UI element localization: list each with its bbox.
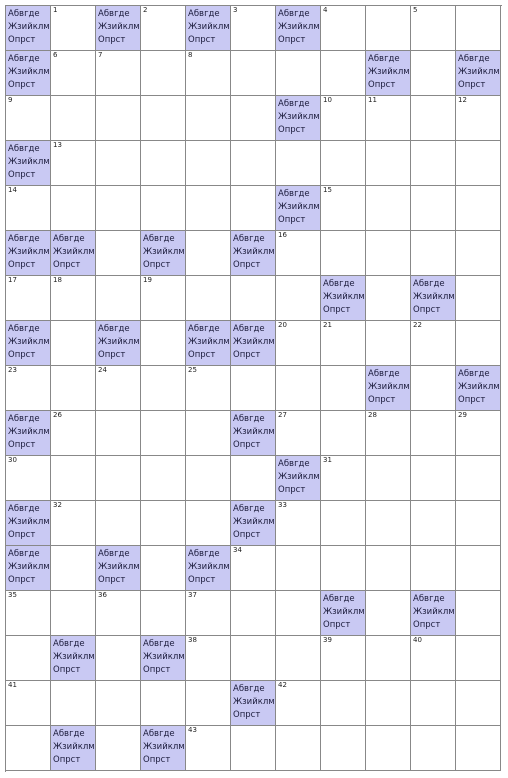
answer-cell[interactable] bbox=[141, 546, 186, 591]
answer-cell[interactable] bbox=[96, 456, 141, 501]
cell-number: 6 bbox=[53, 51, 58, 59]
clue-cell bbox=[51, 636, 96, 681]
answer-cell[interactable] bbox=[456, 681, 501, 726]
answer-cell[interactable] bbox=[321, 411, 366, 456]
answer-cell[interactable] bbox=[186, 51, 231, 96]
answer-cell[interactable] bbox=[6, 186, 51, 231]
clue-text: Абвгде Жзийклм Опрст bbox=[8, 234, 50, 270]
answer-cell[interactable] bbox=[276, 501, 321, 546]
cell-number: 35 bbox=[8, 591, 17, 599]
answer-cell[interactable] bbox=[456, 321, 501, 366]
answer-cell[interactable] bbox=[96, 186, 141, 231]
answer-cell[interactable] bbox=[411, 501, 456, 546]
cell-number: 17 bbox=[8, 276, 17, 284]
answer-cell[interactable] bbox=[276, 636, 321, 681]
answer-cell[interactable] bbox=[321, 186, 366, 231]
clue-text: Абвгде Жзийклм Опрст bbox=[188, 9, 230, 45]
answer-cell[interactable] bbox=[186, 276, 231, 321]
answer-cell[interactable] bbox=[456, 6, 501, 51]
answer-cell[interactable] bbox=[456, 231, 501, 276]
answer-cell[interactable] bbox=[411, 411, 456, 456]
clue-text: Абвгде Жзийклм Опрст bbox=[143, 729, 185, 765]
clue-cell bbox=[96, 321, 141, 366]
answer-cell[interactable] bbox=[321, 501, 366, 546]
answer-cell[interactable] bbox=[6, 591, 51, 636]
clue-cell bbox=[6, 411, 51, 456]
cell-number: 26 bbox=[53, 411, 62, 419]
answer-cell[interactable] bbox=[366, 546, 411, 591]
answer-cell[interactable] bbox=[276, 366, 321, 411]
answer-cell[interactable] bbox=[456, 141, 501, 186]
answer-cell[interactable] bbox=[321, 636, 366, 681]
clue-cell bbox=[231, 411, 276, 456]
answer-cell[interactable] bbox=[96, 591, 141, 636]
answer-cell[interactable] bbox=[276, 681, 321, 726]
answer-cell[interactable] bbox=[6, 726, 51, 771]
answer-cell[interactable] bbox=[231, 546, 276, 591]
answer-cell[interactable] bbox=[411, 636, 456, 681]
answer-cell[interactable] bbox=[141, 141, 186, 186]
clue-cell bbox=[141, 231, 186, 276]
answer-cell[interactable] bbox=[366, 726, 411, 771]
answer-cell[interactable] bbox=[186, 501, 231, 546]
answer-cell[interactable] bbox=[366, 276, 411, 321]
answer-cell[interactable] bbox=[366, 6, 411, 51]
clue-text: Абвгде Жзийклм Опрст bbox=[233, 414, 275, 450]
answer-cell[interactable] bbox=[6, 366, 51, 411]
clue-text: Абвгде Жзийклм Опрст bbox=[233, 234, 275, 270]
clue-cell bbox=[96, 6, 141, 51]
clue-text: Абвгде Жзийклм Опрст bbox=[98, 549, 140, 585]
answer-cell[interactable] bbox=[366, 501, 411, 546]
answer-cell[interactable] bbox=[51, 456, 96, 501]
clue-text: Абвгде Жзийклм Опрст bbox=[188, 324, 230, 360]
answer-cell[interactable] bbox=[96, 96, 141, 141]
answer-cell[interactable] bbox=[51, 411, 96, 456]
answer-cell[interactable] bbox=[231, 186, 276, 231]
clue-text: Абвгде Жзийклм Опрст bbox=[278, 459, 320, 495]
answer-cell[interactable] bbox=[51, 141, 96, 186]
clue-cell bbox=[456, 366, 501, 411]
cell-number: 3 bbox=[233, 6, 238, 14]
answer-cell[interactable] bbox=[6, 456, 51, 501]
answer-cell[interactable] bbox=[141, 501, 186, 546]
answer-cell[interactable] bbox=[51, 96, 96, 141]
clue-cell bbox=[6, 321, 51, 366]
answer-cell[interactable] bbox=[96, 366, 141, 411]
cell-number: 12 bbox=[458, 96, 467, 104]
cell-number: 40 bbox=[413, 636, 422, 644]
answer-cell[interactable] bbox=[411, 546, 456, 591]
answer-cell[interactable] bbox=[186, 186, 231, 231]
answer-cell[interactable] bbox=[6, 681, 51, 726]
clue-text: Абвгде Жзийклм Опрст bbox=[98, 324, 140, 360]
clue-text: Абвгде Жзийклм Опрст bbox=[8, 144, 50, 180]
clue-cell bbox=[141, 726, 186, 771]
clue-text: Абвгде Жзийклм Опрст bbox=[368, 54, 410, 90]
cell-number: 15 bbox=[323, 186, 332, 194]
answer-cell[interactable] bbox=[141, 591, 186, 636]
answer-cell[interactable] bbox=[276, 321, 321, 366]
cell-number: 34 bbox=[233, 546, 242, 554]
answer-cell[interactable] bbox=[51, 186, 96, 231]
cell-number: 24 bbox=[98, 366, 107, 374]
clue-text: Абвгде Жзийклм Опрст bbox=[53, 234, 95, 270]
answer-cell[interactable] bbox=[51, 51, 96, 96]
answer-cell[interactable] bbox=[96, 726, 141, 771]
answer-cell[interactable] bbox=[411, 6, 456, 51]
clue-cell bbox=[6, 141, 51, 186]
answer-cell[interactable] bbox=[366, 186, 411, 231]
answer-cell[interactable] bbox=[276, 411, 321, 456]
cell-number: 10 bbox=[323, 96, 332, 104]
answer-cell[interactable] bbox=[321, 51, 366, 96]
clue-cell bbox=[366, 366, 411, 411]
cell-number: 4 bbox=[323, 6, 328, 14]
answer-cell[interactable] bbox=[6, 276, 51, 321]
answer-cell[interactable] bbox=[366, 411, 411, 456]
clue-text: Абвгде Жзийклм Опрст bbox=[8, 54, 50, 90]
answer-cell[interactable] bbox=[321, 321, 366, 366]
answer-cell[interactable] bbox=[51, 6, 96, 51]
cell-number: 25 bbox=[188, 366, 197, 374]
clue-cell bbox=[276, 96, 321, 141]
cell-number: 20 bbox=[278, 321, 287, 329]
clue-text: Абвгде Жзийклм Опрст bbox=[53, 639, 95, 675]
cell-number: 9 bbox=[8, 96, 13, 104]
answer-cell[interactable] bbox=[186, 726, 231, 771]
clue-text: Абвгде Жзийклм Опрст bbox=[8, 9, 50, 45]
answer-cell[interactable] bbox=[456, 96, 501, 141]
cell-number: 37 bbox=[188, 591, 197, 599]
answer-cell[interactable] bbox=[231, 276, 276, 321]
answer-cell[interactable] bbox=[411, 726, 456, 771]
answer-cell[interactable] bbox=[456, 636, 501, 681]
clue-cell bbox=[51, 231, 96, 276]
clue-text: Абвгде Жзийклм Опрст bbox=[233, 324, 275, 360]
answer-cell[interactable] bbox=[96, 411, 141, 456]
clue-text: Абвгде Жзийклм Опрст bbox=[278, 9, 320, 45]
cell-number: 41 bbox=[8, 681, 17, 689]
clue-cell bbox=[231, 231, 276, 276]
clue-text: Абвгде Жзийклм Опрст bbox=[278, 99, 320, 135]
answer-cell[interactable] bbox=[321, 546, 366, 591]
cell-number: 19 bbox=[143, 276, 152, 284]
answer-cell[interactable] bbox=[321, 96, 366, 141]
answer-cell[interactable] bbox=[231, 6, 276, 51]
answer-cell[interactable] bbox=[231, 141, 276, 186]
clue-cell bbox=[321, 276, 366, 321]
clue-cell bbox=[6, 231, 51, 276]
clue-cell bbox=[231, 501, 276, 546]
cell-number: 36 bbox=[98, 591, 107, 599]
answer-cell[interactable] bbox=[411, 456, 456, 501]
clue-text: Абвгде Жзийклм Опрст bbox=[143, 234, 185, 270]
answer-cell[interactable] bbox=[141, 96, 186, 141]
cell-number: 13 bbox=[53, 141, 62, 149]
answer-cell[interactable] bbox=[186, 681, 231, 726]
answer-cell[interactable] bbox=[321, 366, 366, 411]
answer-cell[interactable] bbox=[186, 411, 231, 456]
answer-cell[interactable] bbox=[366, 96, 411, 141]
clue-cell bbox=[411, 591, 456, 636]
cell-number: 23 bbox=[8, 366, 17, 374]
answer-cell[interactable] bbox=[141, 456, 186, 501]
answer-cell[interactable] bbox=[231, 456, 276, 501]
answer-cell[interactable] bbox=[321, 681, 366, 726]
answer-cell[interactable] bbox=[51, 366, 96, 411]
clue-text: Абвгде Жзийклм Опрст bbox=[233, 684, 275, 720]
answer-cell[interactable] bbox=[456, 456, 501, 501]
clue-text: Абвгде Жзийклм Опрст bbox=[458, 54, 500, 90]
answer-cell[interactable] bbox=[141, 321, 186, 366]
clue-text: Абвгде Жзийклм Опрст bbox=[8, 504, 50, 540]
clue-cell bbox=[231, 321, 276, 366]
cell-number: 8 bbox=[188, 51, 193, 59]
answer-cell[interactable] bbox=[96, 636, 141, 681]
cell-number: 31 bbox=[323, 456, 332, 464]
answer-cell[interactable] bbox=[321, 456, 366, 501]
cell-number: 2 bbox=[143, 6, 148, 14]
clue-cell bbox=[321, 591, 366, 636]
answer-cell[interactable] bbox=[276, 726, 321, 771]
answer-cell[interactable] bbox=[96, 276, 141, 321]
clue-cell bbox=[276, 456, 321, 501]
clue-text: Абвгде Жзийклм Опрст bbox=[53, 729, 95, 765]
clue-text: Абвгде Жзийклм Опрст bbox=[323, 594, 365, 630]
answer-cell[interactable] bbox=[276, 231, 321, 276]
answer-cell[interactable] bbox=[366, 591, 411, 636]
clue-text: Абвгде Жзийклм Опрст bbox=[98, 9, 140, 45]
cell-number: 16 bbox=[278, 231, 287, 239]
clue-cell bbox=[456, 51, 501, 96]
answer-cell[interactable] bbox=[456, 276, 501, 321]
cell-number: 22 bbox=[413, 321, 422, 329]
answer-cell[interactable] bbox=[96, 681, 141, 726]
answer-cell[interactable] bbox=[141, 411, 186, 456]
answer-cell[interactable] bbox=[231, 51, 276, 96]
answer-cell[interactable] bbox=[456, 591, 501, 636]
answer-cell[interactable] bbox=[411, 96, 456, 141]
answer-cell[interactable] bbox=[51, 546, 96, 591]
clue-cell bbox=[6, 546, 51, 591]
answer-cell[interactable] bbox=[186, 141, 231, 186]
answer-cell[interactable] bbox=[456, 546, 501, 591]
answer-cell[interactable] bbox=[231, 726, 276, 771]
answer-cell[interactable] bbox=[366, 321, 411, 366]
cell-number: 11 bbox=[368, 96, 377, 104]
answer-cell[interactable] bbox=[186, 636, 231, 681]
answer-cell[interactable] bbox=[96, 501, 141, 546]
cell-number: 7 bbox=[98, 51, 103, 59]
clue-text: Абвгде Жзийклм Опрст bbox=[413, 279, 455, 315]
answer-cell[interactable] bbox=[411, 141, 456, 186]
answer-cell[interactable] bbox=[186, 456, 231, 501]
answer-cell[interactable] bbox=[141, 6, 186, 51]
answer-cell[interactable] bbox=[141, 366, 186, 411]
answer-cell[interactable] bbox=[186, 96, 231, 141]
answer-cell[interactable] bbox=[96, 51, 141, 96]
answer-cell[interactable] bbox=[411, 321, 456, 366]
cell-number: 32 bbox=[53, 501, 62, 509]
answer-cell[interactable] bbox=[186, 366, 231, 411]
answer-cell[interactable] bbox=[321, 231, 366, 276]
cell-number: 5 bbox=[413, 6, 418, 14]
clue-cell bbox=[186, 321, 231, 366]
answer-cell[interactable] bbox=[276, 591, 321, 636]
answer-cell[interactable] bbox=[366, 636, 411, 681]
answer-cell[interactable] bbox=[96, 231, 141, 276]
cell-number: 33 bbox=[278, 501, 287, 509]
crossword-grid bbox=[5, 5, 502, 772]
answer-cell[interactable] bbox=[456, 726, 501, 771]
answer-cell[interactable] bbox=[51, 501, 96, 546]
answer-cell[interactable] bbox=[51, 681, 96, 726]
answer-cell[interactable] bbox=[276, 141, 321, 186]
cell-number: 14 bbox=[8, 186, 17, 194]
answer-cell[interactable] bbox=[366, 141, 411, 186]
cell-number: 29 bbox=[458, 411, 467, 419]
answer-cell[interactable] bbox=[456, 501, 501, 546]
clue-text: Абвгде Жзийклм Опрст bbox=[368, 369, 410, 405]
answer-cell[interactable] bbox=[411, 186, 456, 231]
cell-number: 42 bbox=[278, 681, 287, 689]
cell-number: 1 bbox=[53, 6, 58, 14]
clue-cell bbox=[186, 6, 231, 51]
answer-cell[interactable] bbox=[186, 231, 231, 276]
clue-cell bbox=[276, 186, 321, 231]
answer-cell[interactable] bbox=[141, 51, 186, 96]
cell-number: 21 bbox=[323, 321, 332, 329]
clue-text: Абвгде Жзийклм Опрст bbox=[8, 324, 50, 360]
answer-cell[interactable] bbox=[141, 186, 186, 231]
answer-cell[interactable] bbox=[141, 276, 186, 321]
answer-cell[interactable] bbox=[51, 276, 96, 321]
answer-cell[interactable] bbox=[366, 231, 411, 276]
clue-cell bbox=[6, 501, 51, 546]
clue-cell bbox=[6, 6, 51, 51]
clue-cell bbox=[276, 6, 321, 51]
cell-number: 18 bbox=[53, 276, 62, 284]
answer-cell[interactable] bbox=[231, 96, 276, 141]
clue-text: Абвгде Жзийклм Опрст bbox=[8, 549, 50, 585]
cell-number: 28 bbox=[368, 411, 377, 419]
cell-number: 27 bbox=[278, 411, 287, 419]
answer-cell[interactable] bbox=[141, 681, 186, 726]
answer-cell[interactable] bbox=[51, 591, 96, 636]
answer-cell[interactable] bbox=[321, 726, 366, 771]
clue-cell bbox=[96, 546, 141, 591]
clue-cell bbox=[411, 276, 456, 321]
answer-cell[interactable] bbox=[321, 141, 366, 186]
answer-cell[interactable] bbox=[186, 591, 231, 636]
clue-cell bbox=[231, 681, 276, 726]
answer-cell[interactable] bbox=[366, 456, 411, 501]
clue-text: Абвгде Жзийклм Опрст bbox=[278, 189, 320, 225]
answer-cell[interactable] bbox=[456, 186, 501, 231]
answer-cell[interactable] bbox=[51, 321, 96, 366]
clue-text: Абвгде Жзийклм Опрст bbox=[323, 279, 365, 315]
clue-cell bbox=[366, 51, 411, 96]
answer-cell[interactable] bbox=[96, 141, 141, 186]
cell-number: 30 bbox=[8, 456, 17, 464]
answer-cell[interactable] bbox=[411, 51, 456, 96]
clue-text: Абвгде Жзийклм Опрст bbox=[413, 594, 455, 630]
clue-cell bbox=[186, 546, 231, 591]
answer-cell[interactable] bbox=[276, 51, 321, 96]
answer-cell[interactable] bbox=[6, 636, 51, 681]
clue-text: Абвгде Жзийклм Опрст bbox=[143, 639, 185, 675]
clue-cell bbox=[141, 636, 186, 681]
answer-cell[interactable] bbox=[411, 366, 456, 411]
answer-cell[interactable] bbox=[231, 366, 276, 411]
answer-cell[interactable] bbox=[456, 411, 501, 456]
answer-cell[interactable] bbox=[276, 276, 321, 321]
answer-cell[interactable] bbox=[231, 591, 276, 636]
answer-cell[interactable] bbox=[276, 546, 321, 591]
answer-cell[interactable] bbox=[321, 6, 366, 51]
cell-number: 38 bbox=[188, 636, 197, 644]
answer-cell[interactable] bbox=[366, 681, 411, 726]
clue-cell bbox=[51, 726, 96, 771]
answer-cell[interactable] bbox=[411, 231, 456, 276]
clue-text: Абвгде Жзийклм Опрст bbox=[188, 549, 230, 585]
clue-text: Абвгде Жзийклм Опрст bbox=[233, 504, 275, 540]
cell-number: 39 bbox=[323, 636, 332, 644]
cell-number: 43 bbox=[188, 726, 197, 734]
answer-cell[interactable] bbox=[231, 636, 276, 681]
answer-cell[interactable] bbox=[411, 681, 456, 726]
clue-text: Абвгде Жзийклм Опрст bbox=[8, 414, 50, 450]
clue-text: Абвгде Жзийклм Опрст bbox=[458, 369, 500, 405]
clue-cell bbox=[6, 51, 51, 96]
answer-cell[interactable] bbox=[6, 96, 51, 141]
